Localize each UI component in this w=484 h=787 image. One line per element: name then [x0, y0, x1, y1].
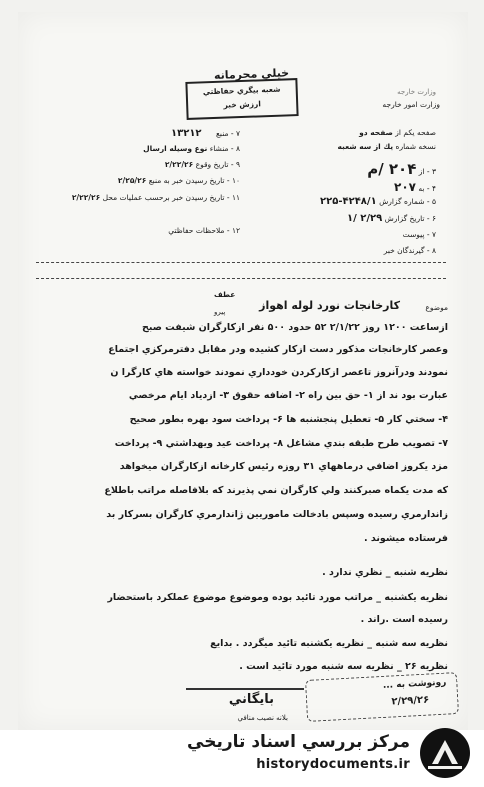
copy-stamp-title: رونوشت به ... [382, 677, 447, 691]
stamp-office: شعبه بيگري حفاظتي [202, 84, 281, 97]
field-occurrence-date [165, 160, 240, 169]
field-value: ۴۲۴۸/۱-۲۲۵ [320, 196, 377, 207]
field-label: تاريخ رسيدن خبر به منبع [148, 176, 225, 185]
copy-stamp [305, 672, 459, 722]
field-label: منشاء [209, 144, 229, 153]
field-value: صفحه دو [359, 128, 393, 137]
subject-label: موضوع [425, 303, 448, 312]
field-label: شماره گزارش [379, 197, 425, 206]
field-to [394, 180, 436, 194]
footer-title: مركز بررسي اسناد تاريخي [187, 732, 410, 752]
field-value: ۱۳۲۱۲ [171, 128, 202, 139]
field-num: ۵ - [426, 197, 436, 206]
field-copy [337, 142, 436, 151]
field-label: پيوست [402, 230, 425, 239]
field-ops-date [72, 193, 240, 202]
field-label: تاريخ گزارش [384, 214, 425, 223]
field-label: نسخه شماره [395, 142, 436, 151]
body-line: ازساعت ۱۲۰۰ روز ۲/۱/۲۲ ۵۲ حدود ۵۰۰ نفر ازكارگران شيفت صبح [141, 322, 448, 333]
field-label: تاريخ رسيدن خبر برحسب عمليات محل [102, 193, 225, 202]
field-num: ۴ - [426, 184, 436, 193]
field-num: ۸ - [426, 246, 436, 255]
field-source-date [118, 176, 240, 185]
field-report-number [320, 196, 436, 207]
field-page [359, 128, 436, 137]
body-line: مزد يكروز اضافي درماههاي ۳۱ روزه رئيس كارخانه ازكارگران ميخواهد [119, 461, 448, 472]
field-num: ۸ - [230, 144, 240, 153]
field-from [367, 160, 436, 178]
separator-line [36, 262, 446, 263]
field-num: ۱۲ - [226, 226, 240, 235]
field-origin [143, 144, 240, 153]
archive-stamp-title: بايگاني [228, 692, 274, 707]
field-num: ۷ - [426, 230, 436, 239]
field-label: تاريخ وقوع [195, 160, 229, 169]
field-value: ۲/۲۹ /۱ [346, 213, 383, 224]
subject-margin-note: عطف [214, 290, 236, 299]
field-value: ۲۰۷ [394, 180, 416, 194]
field-report-date [347, 213, 436, 224]
body-line: كه مدت يكماه صبركنند ولي كارگران نمي پذيرند كه بلافاصله مراتب باطلاع [104, 485, 448, 496]
copy-stamp-date: ۲/۲۹/۲۶ [391, 694, 430, 708]
field-label: گيرندگان خبر [383, 246, 425, 255]
archive-stamp-note: بلانه نصيب منافي [237, 714, 288, 722]
opinion-line: نظريه شنبه _ نظري ندارد . [322, 567, 448, 578]
subject-text: كارخانجات نورد لوله اهواز [259, 299, 400, 312]
ministry-label: وزارت امور خارجه [382, 100, 440, 109]
field-security-notes [168, 226, 240, 235]
field-num: ۳ - [426, 167, 436, 176]
field-value: ۲/۲۲/۲۶ [71, 193, 101, 202]
field-value: ۲/۲۲/۲۶ [164, 160, 194, 169]
separator-line [36, 278, 446, 279]
body-line: وعصر كارخانجات مذكور دست ازكار كشيده ودر مقابل دفترمركزي اجتماع [108, 344, 448, 355]
body-line: ۴- سختي كار ۵- تعطيل پنجشنبه ها ۶- پرداخت سود بهره بطور صحيح [129, 414, 448, 425]
body-line: نمودند ودرآنروز تاعصر ازكاركردن خودداري نمودند خواسته هاي كارگرا ن [110, 367, 448, 378]
subject-margin-note-2: پيرو [214, 308, 226, 316]
field-label: صفحه يكم از [395, 128, 436, 137]
body-line: فرستاده ميشوند . [363, 533, 448, 544]
field-attachment [403, 230, 436, 239]
body-line: عبارت بود ند از ۱- حق بين راه ۲- اضافه حقوق ۳- ازدياد ايام مرخصي [128, 390, 448, 401]
body-line: ۷- تصويب طرح طبقه بندي مشاغل ۸- پرداخت عيد ويهداشتي ۹- پرداخت [114, 438, 448, 449]
field-label: ملاحظات حفاظتي [168, 226, 225, 235]
classification-stamp [185, 66, 298, 120]
field-num: ۶ - [426, 214, 436, 223]
opinion-line: نظريه يكشنبه _ مراتب مورد تائيد بوده وموضوع موضوع عملكرد باستحضار [107, 592, 448, 603]
field-num: ۹ - [230, 160, 240, 169]
top-tag: وزارت خارجه [397, 88, 436, 96]
field-num: ۷ - [230, 129, 240, 138]
footer-url: historydocuments.ir [256, 757, 410, 772]
stamp-value: ارزش خبر [223, 99, 261, 110]
field-num: ۱۰ - [226, 176, 240, 185]
field-label: به [418, 184, 425, 193]
field-label: از [418, 167, 425, 176]
field-value: ۲۰۴ /م [367, 160, 417, 178]
opinion-line: نظريه سه شنبه _ نظريه يكشنبه تائيد ميگردد . بدايع [210, 638, 448, 649]
opinion-line: نظريه ۲۶ _ نظريه سه شنبه مورد تائيد است . [239, 661, 448, 672]
opinion-line: رسيده است .راند . [360, 614, 448, 625]
field-value: يك از سه شعبه [337, 142, 394, 151]
history-center-logo-icon [418, 726, 472, 780]
archive-stamp [186, 688, 304, 732]
field-label: منبع [215, 129, 229, 138]
field-value: ۲/۲۵/۲۶ [117, 176, 147, 185]
stamp-classification: خيلي محرمانه [213, 66, 290, 82]
field-num: ۱۱ - [226, 193, 240, 202]
body-line: زاندارمري رسيده وسپس بادخالت ماموريين ژاندارمري كارگران بسرکار بد [106, 509, 448, 520]
field-source [171, 128, 240, 139]
field-recipients [384, 246, 436, 255]
field-value: نوع وسيله ارسال [143, 144, 208, 153]
